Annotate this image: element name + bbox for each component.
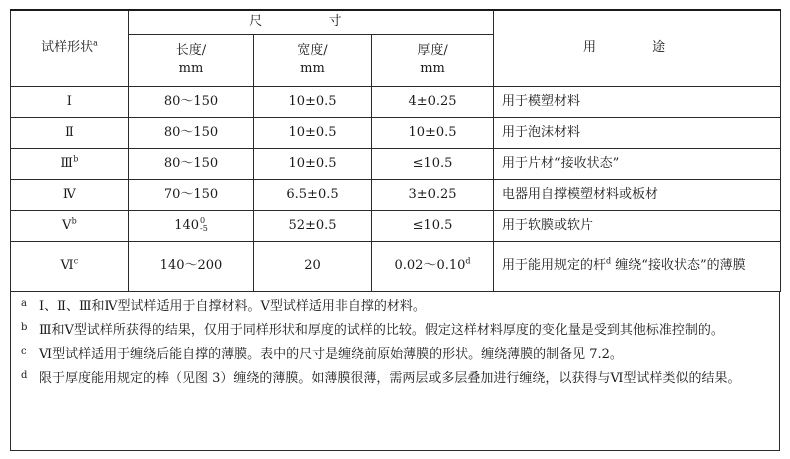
- header-width: [254, 34, 372, 86]
- type-footnote-mark: c: [73, 256, 79, 266]
- specimen-type: Ⅰ: [66, 93, 73, 109]
- header-row-1: [11, 10, 781, 34]
- header-thickness: [372, 34, 494, 86]
- table-row: [11, 241, 781, 291]
- footnote-a: [21, 296, 769, 317]
- length-cell: [129, 210, 254, 241]
- specimen-type-cell: [11, 148, 129, 179]
- use-cell: 电器用自撑模塑材料或板材: [494, 179, 781, 210]
- specimen-type-cell: [11, 179, 129, 210]
- thickness-cell: ≤10.5: [372, 210, 494, 241]
- specimen-type: Ⅴ: [61, 217, 72, 233]
- width-cell: 20: [254, 241, 372, 291]
- specimen-dimensions-sheet: [10, 9, 780, 451]
- table-row: [11, 117, 781, 148]
- footnote-text: Ⅲ和Ⅴ型试样所获得的结果，仅用于同样形状和厚度的试样的比较。假定这样材料厚度的变化量是受到其他标准控制的。: [39, 323, 724, 338]
- thickness-cell: 4±0.25: [372, 86, 494, 117]
- header-dimensions: 尺 寸: [129, 10, 494, 34]
- footnote-mark: d: [21, 370, 28, 381]
- thickness-value: 0.02～0.10: [394, 258, 466, 273]
- type-footnote-mark: b: [71, 216, 78, 226]
- width-cell: 10±0.5: [254, 117, 372, 148]
- specimen-type: Ⅲ: [60, 155, 74, 171]
- width-cell: 10±0.5: [254, 148, 372, 179]
- footnote-text: Ⅰ、Ⅱ、Ⅲ和Ⅳ型试样适用于自撑材料。Ⅴ型试样适用非自撑的材料。: [39, 299, 426, 314]
- width-cell: 6.5±0.5: [254, 179, 372, 210]
- width-cell: 52±0.5: [254, 210, 372, 241]
- table-row: [11, 210, 781, 241]
- width-cell: 10±0.5: [254, 86, 372, 117]
- width-unit: mm: [300, 61, 325, 76]
- use-cell: 用于泡沫材料: [494, 117, 781, 148]
- use-text-part1: 用于能用规定的杆: [502, 258, 607, 273]
- length-label: 长度/: [175, 43, 207, 58]
- length-cell: 80～150: [129, 86, 254, 117]
- use-cell: 用于片材“接收状态”: [494, 148, 781, 179]
- specimen-type-cell: [11, 86, 129, 117]
- use-cell: 用于软膜或软片: [494, 210, 781, 241]
- length-cell: 80～150: [129, 148, 254, 179]
- header-specimen-shape: [11, 10, 129, 86]
- footnote-text: 限于厚度能用规定的棒（见图 3）缠绕的薄膜。如薄膜很薄，需两层或多层叠加进行缠绕，以获得与Ⅵ型试样类似的结果。: [39, 371, 741, 386]
- header-use: 用 途: [494, 10, 781, 86]
- shape-label: 试样形状: [41, 40, 94, 56]
- specimen-dimensions-table: [10, 9, 781, 292]
- width-label: 宽度/: [297, 43, 328, 58]
- header-length: [129, 34, 254, 86]
- specimen-type: Ⅳ: [62, 186, 77, 202]
- footnote-mark: a: [21, 298, 27, 309]
- shape-footnote-mark: a: [93, 38, 98, 48]
- table-row: [11, 179, 781, 210]
- thickness-cell: 10±0.5: [372, 117, 494, 148]
- specimen-type-cell: [11, 241, 129, 291]
- footnotes: [10, 291, 780, 451]
- specimen-type: Ⅵ: [60, 258, 74, 273]
- type-footnote-mark: b: [73, 154, 79, 164]
- length-cell: 70～150: [129, 179, 254, 210]
- length-tolerance-upper: 0: [200, 216, 206, 225]
- table-row: [11, 148, 781, 179]
- footnote-text: Ⅵ型试样适用于缠绕后能自撑的薄膜。表中的尺寸是缠绕前原始薄膜的形状。缠绕薄膜的制备见 7.2。: [39, 347, 623, 362]
- thickness-unit: mm: [420, 61, 445, 76]
- thickness-label: 厚度/: [417, 43, 448, 58]
- thickness-cell: ≤10.5: [372, 148, 494, 179]
- use-cell: 用于模塑材料: [494, 86, 781, 117]
- specimen-type-cell: [11, 117, 129, 148]
- footnote-d: [21, 368, 769, 389]
- length-unit: mm: [178, 61, 204, 76]
- length-cell: 140～200: [129, 241, 254, 291]
- length-nominal: 140: [174, 217, 200, 233]
- footnote-c: [21, 344, 769, 365]
- thickness-footnote-mark: d: [465, 256, 471, 266]
- specimen-type-cell: [11, 210, 129, 241]
- footnote-mark: c: [21, 346, 27, 357]
- use-cell: [494, 241, 781, 291]
- length-tolerance: [200, 217, 208, 233]
- thickness-cell: 3±0.25: [372, 179, 494, 210]
- footnote-mark: b: [21, 322, 28, 333]
- footnote-b: [21, 320, 769, 341]
- table-row: [11, 86, 781, 117]
- length-tolerance-lower: -5: [200, 224, 208, 233]
- length-cell: 80～150: [129, 117, 254, 148]
- thickness-cell: [372, 241, 494, 291]
- specimen-type: Ⅱ: [64, 124, 75, 140]
- use-text-part2: 缠绕“接收状态”的薄膜: [611, 258, 746, 273]
- use-footnote-mark: d: [606, 256, 612, 266]
